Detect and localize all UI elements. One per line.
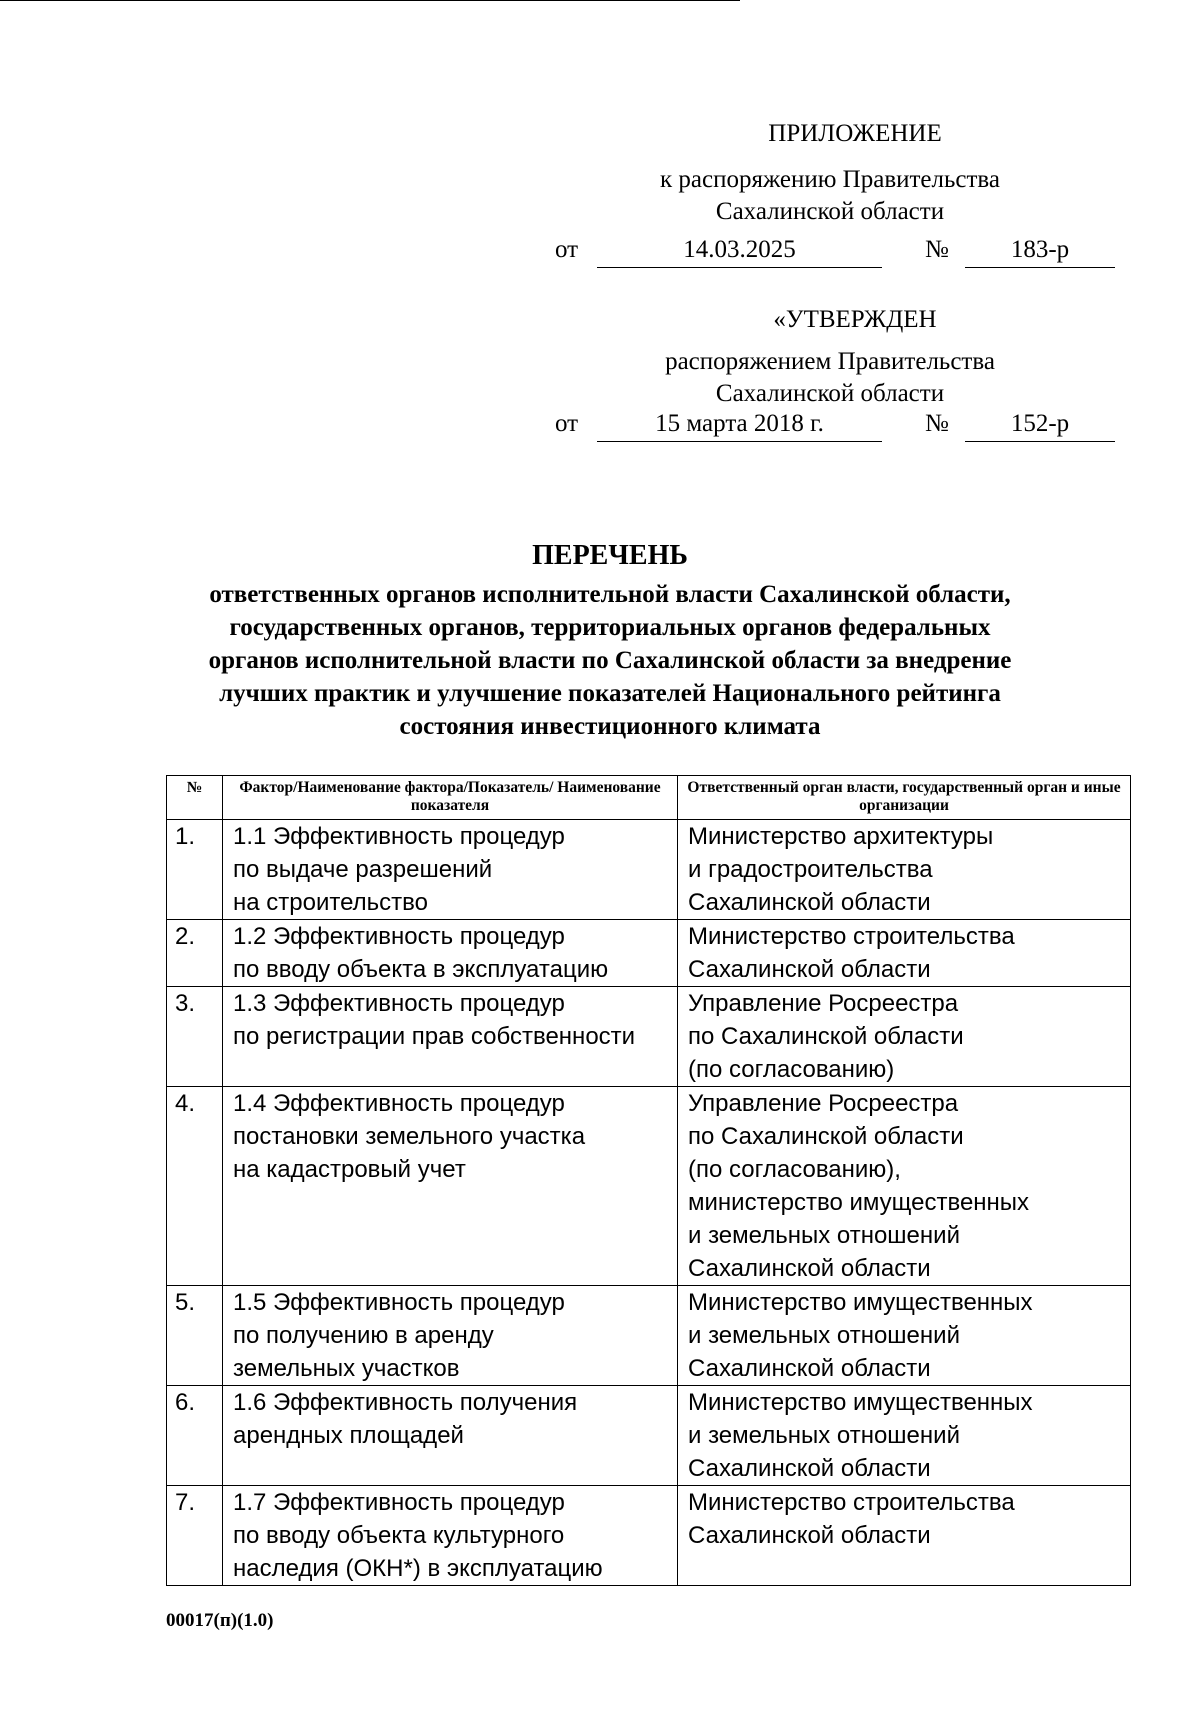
approved-date: 15 марта 2018 г.: [597, 410, 882, 442]
table-header-row: [167, 776, 1131, 820]
row-number: 3.: [167, 987, 223, 1087]
title-line-3: органов исполнительной власти по Сахалинской области за внедрение: [208, 647, 1012, 674]
row-responsible: Министерство архитектуры и градостроительства Сахалинской области: [678, 820, 1131, 920]
row-responsible: Министерство строительства Сахалинской области: [678, 920, 1131, 987]
table-row: [167, 987, 1131, 1087]
row-number: 5.: [167, 1286, 223, 1386]
appendix-heading: ПРИЛОЖЕНИЕ: [768, 120, 942, 147]
responsibility-table: [166, 775, 1131, 1586]
table-row: [167, 920, 1131, 987]
approved-number-label: №: [925, 410, 949, 437]
table-row: [167, 1486, 1131, 1586]
row-factor: 1.4 Эффективность процедур постановки земельного участка на кадастровый учет: [223, 1087, 678, 1286]
row-number: 1.: [167, 820, 223, 920]
title-main: ПЕРЕЧЕНЬ: [532, 540, 688, 571]
table-row: [167, 1286, 1131, 1386]
row-responsible: Министерство имущественных и земельных отношений Сахалинской области: [678, 1386, 1131, 1486]
header-responsible: Ответственный орган власти, государственный орган и иные организации: [678, 776, 1131, 820]
row-number: 2.: [167, 920, 223, 987]
appendix-ref-line: [555, 236, 1115, 270]
row-responsible: Управление Росреестра по Сахалинской области (по согласованию), министерство имущественных и земельных отношений Сахалинской области: [678, 1087, 1131, 1286]
appendix-block: [540, 118, 1120, 228]
row-factor: 1.7 Эффективность процедур по вводу объекта культурного наследия (ОКН*) в эксплуатацию: [223, 1486, 678, 1586]
appendix-number: 183-р: [965, 236, 1115, 268]
appendix-from-label: от: [555, 236, 579, 263]
approved-number: 152-р: [965, 410, 1115, 442]
approved-block: [540, 304, 1120, 410]
row-responsible: Министерство строительства Сахалинской области: [678, 1486, 1131, 1586]
appendix-line-2: Сахалинской области: [715, 198, 945, 225]
table-row: [167, 820, 1131, 920]
row-responsible: Управление Росреестра по Сахалинской области (по согласованию): [678, 987, 1131, 1087]
title-line-1: ответственных органов исполнительной власти Сахалинской области,: [209, 581, 1011, 608]
title-line-4: лучших практик и улучшение показателей Национального рейтинга: [219, 680, 1001, 707]
approved-ref-line: [555, 410, 1115, 444]
header-factor: Фактор/Наименование фактора/Показатель/ Наименование показателя: [223, 776, 678, 820]
row-factor: 1.6 Эффективность получения арендных площадей: [223, 1386, 678, 1486]
appendix-line-1: к распоряжению Правительства: [659, 166, 1000, 193]
row-factor: 1.5 Эффективность процедур по получению в аренду земельных участков: [223, 1286, 678, 1386]
approved-heading: «УТВЕРЖДЕН: [773, 306, 937, 333]
header-number: №: [167, 776, 223, 820]
approved-line-1: распоряжением Правительства: [665, 348, 995, 375]
row-factor: 1.3 Эффективность процедур по регистрации прав собственности: [223, 987, 678, 1087]
title-line-2: государственных органов, территориальных органов федеральных: [229, 614, 991, 641]
appendix-date: 14.03.2025: [597, 236, 882, 268]
row-number: 7.: [167, 1486, 223, 1586]
title-line-5: состояния инвестиционного климата: [399, 713, 821, 740]
approved-line-2: Сахалинской области: [715, 380, 945, 407]
table-row: [167, 1087, 1131, 1286]
row-factor: 1.1 Эффективность процедур по выдаче разрешений на строительство: [223, 820, 678, 920]
row-number: 4.: [167, 1087, 223, 1286]
scan-top-border: [0, 0, 740, 1]
row-responsible: Министерство имущественных и земельных отношений Сахалинской области: [678, 1286, 1131, 1386]
approved-from-label: от: [555, 410, 579, 437]
form-code: 00017(п)(1.0): [166, 1610, 274, 1631]
table-row: [167, 1386, 1131, 1486]
row-number: 6.: [167, 1386, 223, 1486]
row-factor: 1.2 Эффективность процедур по вводу объекта в эксплуатацию: [223, 920, 678, 987]
appendix-number-label: №: [925, 236, 949, 263]
document-title: [130, 538, 1090, 743]
